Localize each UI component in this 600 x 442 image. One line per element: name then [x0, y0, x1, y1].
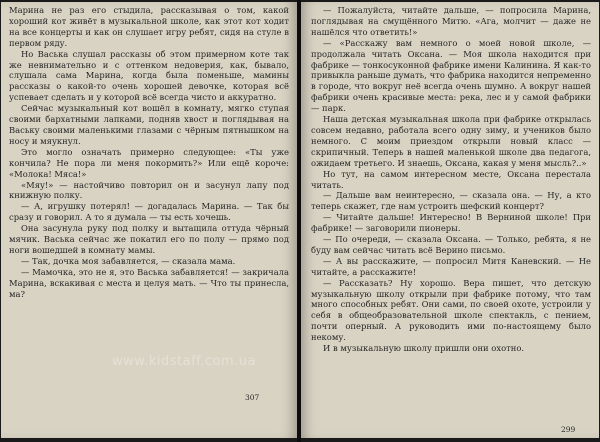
right-paragraph-9: — Рассказать? Ну хорошо. Вера пишет, что детскую музыкальную школу открыли при фабрике потому, что там много способных ребят. Они сами, по своей охоте, устроили у себя в общеобразовательной школе спектакль, с пением, почти оперный. А руководить ими по-настоящему было некому.: [311, 277, 591, 343]
left-paragraph-7: Она засунула руку под полку и вытащила оттуда чёрный мячик. Васька сейчас же покатил его по полу — прямо под ноги вошедшей в комнату мамы.: [9, 223, 289, 255]
right-paragraph-3: Наша детская музыкальная школа при фабрике открылась совсем недавно, работала всего одну зиму, и учеников было немного. С моим приездом открыли новый класс — скрипичный. Теперь в нашей маленькой школе два педагога, ожидаем третьего. И знаешь, Оксана, какая у меня мысль?..»: [311, 114, 591, 168]
left-paragraph-6: — А, игрушку потерял! — догадалась Марина. — Так бы сразу и говорил. А то я думала — ты есть хочешь.: [9, 201, 289, 223]
left-paragraph-4: Это могло означать примерно следующее: «Ты уже кончила? Не пора ли меня покормить?» Или ещё короче: «Молока! Мяса!»: [9, 146, 289, 179]
right-page: [301, 2, 599, 438]
watermark-text: www.kidstaff.com.ua: [112, 354, 257, 369]
left-paragraph-3: Сейчас музыкальный кот вошёл в комнату, мягко ступая своими бархатными лапками, подняв хвост и поглядывая на Ваську своими маленькими глазами с чёрным пятнышком на носу и мяукнул.: [9, 103, 289, 146]
left-page: [1, 2, 297, 438]
right-paragraph-6: — Читайте дальше! Интересно! В Верниной школе! При фабрике! — заговорили пионеры.: [311, 212, 591, 234]
right-paragraph-1: — Пожалуйста, читайте дальше, — попросила Марина, поглядывая на смущённого Митю. «Ага, молчит — даже не нашёлся что ответить!»: [311, 5, 591, 37]
right-paragraph-7: — По очереди, — сказала Оксана. — Только, ребята, я не буду вам сейчас читать всё Верино письмо.: [311, 234, 591, 255]
left-paragraph-2: Но Васька слушал рассказы об этом примерном коте так же невнимательно и с оттенком недоверия, как, бывало, слушала сама Марина, когда была поменьше, мамины рассказы о какой-то очень хорошей девочке, которая всё успевает сделать и у которой всё всегда чисто и аккуратно.: [9, 48, 289, 103]
left-paragraph-1: Марина не раз его стыдила, рассказывая о том, какой хороший кот живёт в музыкальной школе, как этот кот ходит на все концерты и как он слушает игру ребят, сидя на стуле в первом ряду.: [9, 5, 289, 48]
left-paragraph-9: — Мамочка, это не я, это Васька забавляется! — закричала Марина, вскакивая с места и целуя мать. — Что ты принесла, ма?: [9, 266, 289, 299]
left-page-number: 307: [245, 393, 260, 402]
right-paragraph-10: И в музыкальную школу пришли они охотно.: [323, 343, 525, 354]
left-paragraph-5: «Мяу!» — настойчиво повторил он и засунул лапу под книжную полку.: [9, 179, 289, 201]
right-paragraph-2: — «Расскажу вам немного о моей новой школе, — продолжала читать Оксана. — Моя школа находится при фабрике — тонкосуконной фабрике имени Калинина. Я как-то привыкла раньше думать, что фабрика находится непременно в городе, что вокруг неё всегда очень шумно. А вокруг нашей фабрики очень красивые места: река, лес и у самой фабрики — парк.: [311, 37, 591, 114]
right-paragraph-8: — А вы расскажите, — попросил Митя Каневский. — Не читайте, а расскажите!: [311, 255, 591, 277]
right-paragraph-5: — Дальше вам неинтересно, — сказала она. — Ну, а кто теперь скажет, где нам устроить шефский концерт?: [311, 190, 591, 212]
right-page-number: 299: [561, 425, 576, 434]
left-paragraph-8: — Так, дочка моя забавляется, — сказала мама.: [21, 255, 236, 266]
right-paragraph-4: Но тут, на самом интересном месте, Оксана перестала читать.: [311, 168, 591, 190]
